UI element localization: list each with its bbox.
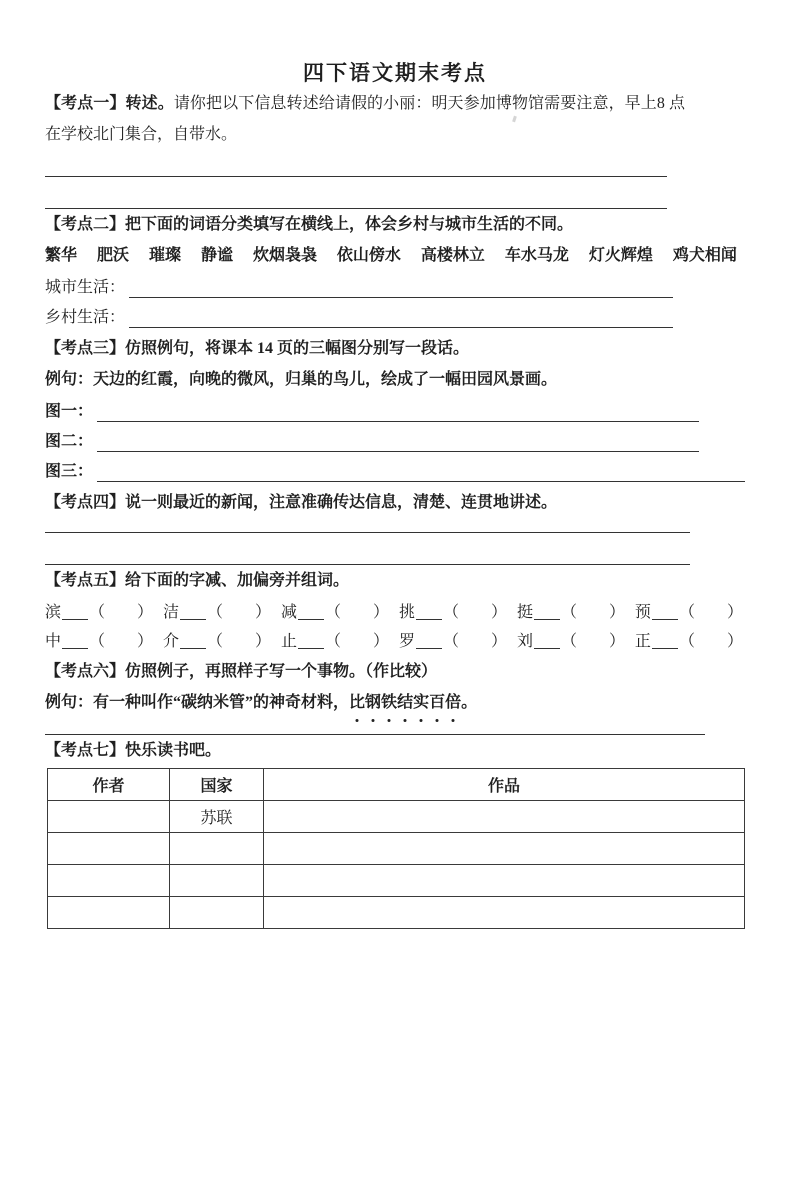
section-3-example: 例句：天边的红霞，向晚的微风，归巢的鸟儿，绘成了一幅田园风景画。 [45,371,558,388]
word-bank-item: 肥沃 [96,247,129,264]
blank-line [298,635,324,649]
word-bank-item: 灯火辉煌 [588,247,653,264]
exercise-item [281,598,389,627]
cell-author [48,833,170,865]
word-bank-item: 车水马龙 [504,247,569,264]
picture-2-label: 图二： [45,433,94,450]
blank-line [416,606,442,620]
picture-2-row [45,427,745,457]
parentheses: （ ） [324,633,389,650]
answer-blank-line [129,327,673,328]
exercise-item [517,598,625,627]
character: 介 [162,633,179,650]
blank-line [534,635,560,649]
cell-author [48,865,170,897]
parentheses: （ ） [678,604,743,621]
city-life-label: 城市生活： [45,279,126,296]
parentheses: （ ） [89,604,154,621]
city-life-row [45,273,745,303]
character: 罗 [398,633,415,650]
cell-works [264,865,745,897]
exercise-item [399,627,507,656]
example-suffix: 。 [461,694,478,711]
section-2-heading: 【考点二】把下面的词语分类填写在横线上，体会乡村与城市生活的不同。 [45,216,574,233]
village-life-row [45,303,745,333]
exercise-item [281,627,389,656]
exercise-item [163,598,271,627]
character: 预 [634,604,651,621]
word-bank-item: 静谧 [200,247,233,264]
exercise-item [635,627,743,656]
parentheses: （ ） [442,633,507,650]
picture-3-label: 图三： [45,463,94,480]
blank-line [62,635,88,649]
table-row [48,833,745,865]
section-1-prompt [45,88,685,150]
radical-exercise-row [45,627,745,656]
cell-country [170,833,264,865]
word-bank-item: 依山傍水 [336,247,401,264]
exercise-item [517,627,625,656]
blank-line [62,606,88,620]
cell-author [48,897,170,929]
character: 中 [45,633,62,650]
reading-table [47,768,745,929]
word-bank-item: 高楼林立 [420,247,485,264]
section-1-tag: 【考点一】 [45,95,126,112]
picture-1-label: 图一： [45,403,94,420]
page-title: 四下语文期末考点 [303,61,487,85]
exercise-item [163,627,271,656]
character: 挑 [398,604,415,621]
cell-works [264,897,745,929]
cell-works [264,801,745,833]
blank-line [298,606,324,620]
picture-3-row [45,457,745,487]
parentheses: （ ） [89,633,154,650]
word-bank [45,240,745,271]
character: 洁 [162,604,179,621]
blank-line [534,606,560,620]
character: 滨 [45,604,62,621]
answer-blank-line [45,532,690,533]
village-life-label: 乡村生活： [45,309,126,326]
column-header-country: 国家 [170,769,264,801]
example-prefix: 例句：有一种叫作“碳纳米管”的神奇材料， [45,694,350,711]
exercise-item [399,598,507,627]
blank-line [180,635,206,649]
cell-country [170,865,264,897]
worksheet-page [0,58,793,929]
section-6-heading: 【考点六】仿照例子，再照样子写一个事物。（作比较） [45,663,438,680]
column-header-author: 作者 [48,769,170,801]
section-1-subtitle: 转述。 [125,95,174,112]
exercise-item [45,627,153,656]
cell-country: 苏联 [170,801,264,833]
character: 挺 [516,604,533,621]
table-row [48,897,745,929]
cell-country [170,897,264,929]
character: 正 [634,633,651,650]
word-bank-item: 鸡犬相闻 [672,247,737,264]
parentheses: （ ） [678,633,743,650]
word-bank-item: 繁华 [45,247,78,264]
cell-works [264,833,745,865]
character: 减 [280,604,297,621]
cell-author [48,801,170,833]
section-3-heading: 【考点三】仿照例句，将课本 14 页的三幅图分别写一段话。 [45,340,470,357]
parentheses: （ ） [560,604,625,621]
answer-blank-line [97,451,699,452]
section-4-heading: 【考点四】说一则最近的新闻，注意准确传达信息，清楚、连贯地讲述。 [45,494,558,511]
answer-blank-line [97,421,699,422]
parentheses: （ ） [207,604,272,621]
answer-blank-line [129,297,673,298]
table-row [48,801,745,833]
answer-blank-line [97,481,745,482]
table-header-row [48,769,745,801]
column-header-works: 作品 [264,769,745,801]
section-1-body: 请你把以下信息转述给请假的小丽：明天参加博物馆需要注意，早上8 点在学校北门集合，自带水。 [45,95,685,143]
character: 刘 [516,633,533,650]
radical-exercise-row [45,598,745,627]
word-bank-item: 炊烟袅袅 [252,247,317,264]
answer-blank-line [45,176,667,177]
section-6-example [45,687,745,718]
section-5-heading: 【考点五】给下面的字减、加偏旁并组词。 [45,572,350,589]
blank-line [652,606,678,620]
blank-line [416,635,442,649]
blank-line [652,635,678,649]
parentheses: （ ） [207,633,272,650]
exercise-item [635,598,743,627]
parentheses: （ ） [560,633,625,650]
parentheses: （ ） [442,604,507,621]
section-7-heading: 【考点七】快乐读书吧。 [45,742,222,759]
blank-line [180,606,206,620]
exercise-item [45,598,153,627]
character: 止 [280,633,297,650]
parentheses: （ ） [324,604,389,621]
picture-1-row [45,397,745,427]
example-emphasized-text: 比钢铁结实百倍 [349,694,461,711]
word-bank-item: 璀璨 [148,247,181,264]
table-row [48,865,745,897]
